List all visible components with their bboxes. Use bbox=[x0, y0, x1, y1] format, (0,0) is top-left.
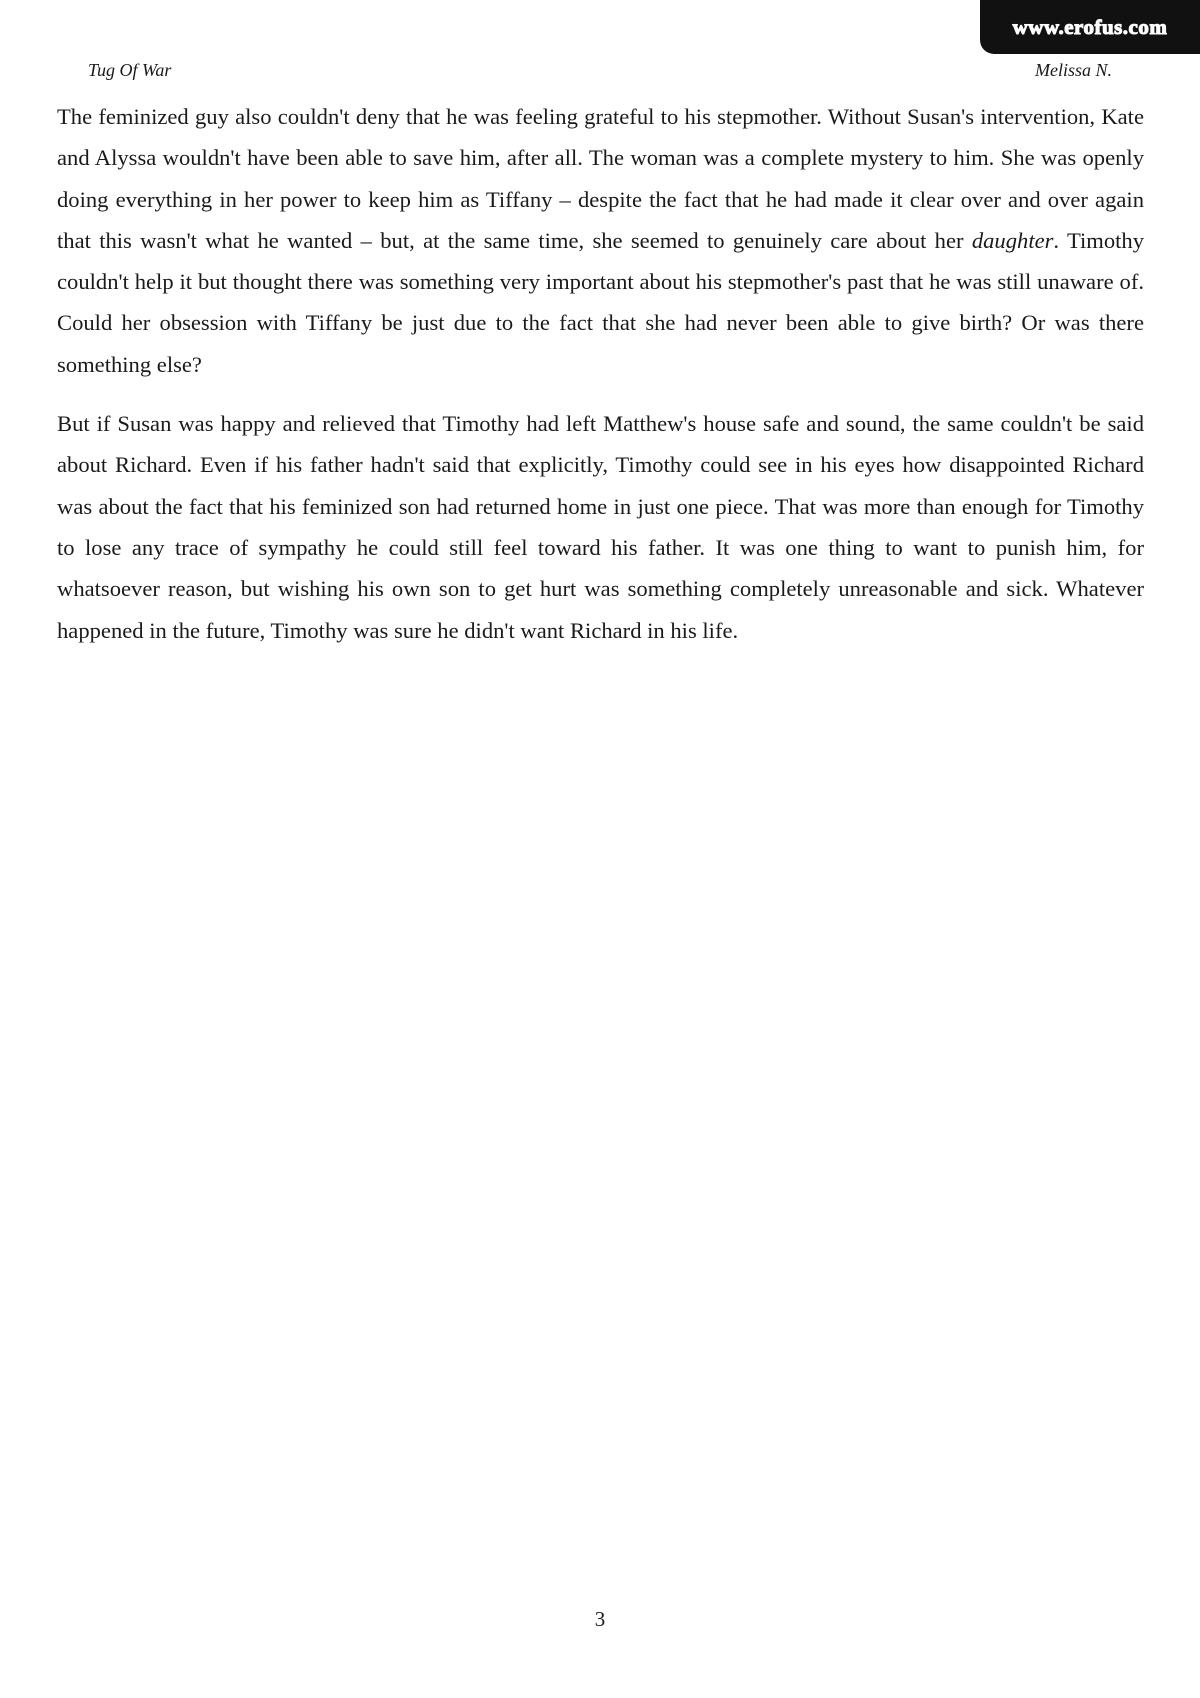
running-header bbox=[88, 60, 1112, 90]
watermark-text: www.erofus.com bbox=[1012, 14, 1168, 39]
book-title: Tug Of War bbox=[88, 60, 172, 80]
paragraph-1-italic: daughter bbox=[971, 227, 1054, 253]
site-watermark bbox=[980, 0, 1200, 54]
page-body bbox=[57, 96, 1144, 669]
page-number: 3 bbox=[594, 1607, 606, 1631]
author-name: Melissa N. bbox=[1034, 60, 1112, 80]
paragraph-1 bbox=[57, 96, 1144, 385]
paragraph-1-part-a: The feminized guy also couldn't deny that he was feeling grateful to his stepmother. Without Susan's intervention, Kate and Alyssa wouldn't have been able to save him, after all. The woman was a complete mystery to him. She was openly doing everything in her power to keep him as Tiffany – despite the fact that he had made it clear over and over again that this wasn't what he wanted – but, at the same time, she seemed to genuinely care about her bbox=[57, 104, 1144, 253]
paragraph-2: But if Susan was happy and relieved that Timothy had left Matthew's house safe and sound, the same couldn't be said about Richard. Even if his father hadn't said that explicitly, Timothy could see in his eyes how disappointed Richard was about the fact that his feminized son had returned home in just one piece. That was more than enough for Timothy to lose any trace of sympathy he could still feel toward his father. It was one thing to want to punish him, for whatsoever reason, but wishing his own son to get hurt was something completely unreasonable and sick. Whatever happened in the future, Timothy was sure he didn't want Richard in his life. bbox=[57, 411, 1144, 643]
paragraph-1-part-b: . Timothy couldn't help it but thought there was something very important about his stepmother's past that he was still unaware of. Could her obsession with Tiffany be just due to the fact that she had never been able to give birth? Or was there something else? bbox=[57, 227, 1144, 377]
